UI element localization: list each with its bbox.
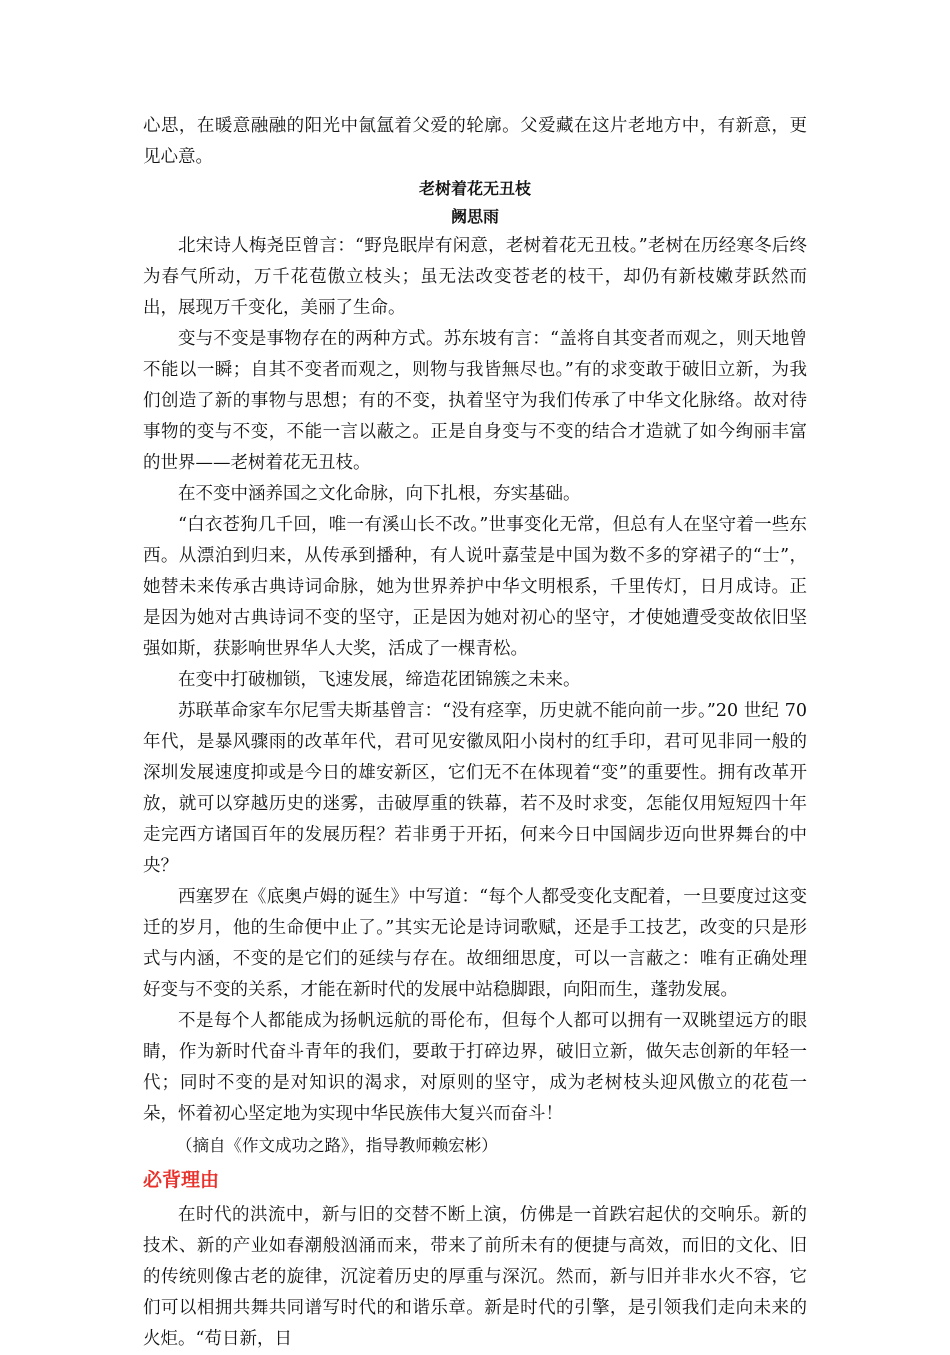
section-heading: 必背理由 [143, 1169, 220, 1191]
essay-paragraph-2: 变与不变是事物存在的两种方式。苏东坡有言：“盖将自其变者而观之，则天地曾不能以一瞬；自其不变者而观之，则物与我皆無尽也。”有的求变敢于破旧立新，为我们创造了新的事物与思想；有的不变，执着坚守为我们传承了中华文化脉络。故对待事物的变与不变，不能一言以蔽之。正是自身变与不变的结合才造就了如今绚丽丰富的世界——老树着花无丑枝。 [143, 329, 807, 473]
intro-tail-paragraph: 心思，在暖意融融的阳光中氤氲着父爱的轮廓。父爱藏在这片老地方中，有新意，更见心意。 [143, 116, 807, 167]
essay-source: （摘自《作文成功之路》，指导教师赖宏彬） [176, 1136, 498, 1155]
essay-paragraph-5: 在变中打破枷锁，飞速发展，缔造花团锦簇之未来。 [178, 670, 581, 690]
essay-paragraph-4: “白衣苍狗几千回，唯一有溪山长不改。”世事变化无常，但总有人在坚守着一些东西。从漂泊到归来，从传承到播种，有人说叶嘉莹是中国为数不多的穿裙子的“士”，她替未来传承古典诗词命脉，她为世界养护中华文明根系，千里传灯，日月成诗。正是因为她对古典诗词不变的坚守，正是因为她对初心的坚守，才使她遭受变故依旧坚强如斯，获影响世界华人大奖，活成了一棵青松。 [143, 515, 807, 659]
essay-paragraph-3: 在不变中涵养国之文化命脉，向下扎根，夯实基础。 [178, 484, 581, 504]
essay-paragraph-7: 西塞罗在《底奥卢姆的诞生》中写道：“每个人都受变化支配着，一旦要度过这变迁的岁月，他的生命便中止了。”其实无论是诗词歌赋，还是手工技艺，改变的只是形式与内涵，不变的是它们的延续与存在。故细细思度，可以一言蔽之：唯有正确处理好变与不变的关系，才能在新时代的发展中站稳脚跟，向阳而生，蓬勃发展。 [143, 887, 807, 1000]
essay-title: 老树着花无丑枝 [418, 179, 531, 198]
essay-paragraph-1: 北宋诗人梅尧臣曾言：“野凫眠岸有闲意，老树着花无丑枝。”老树在历经寒冬后终为春气所动，万千花苞傲立枝头；虽无法改变苍老的枝干，却仍有新枝嫩芽跃然而出，展现万千变化，美丽了生命。 [143, 236, 807, 318]
essay-paragraph-6: 苏联革命家车尔尼雪夫斯基曾言：“没有痉挛，历史就不能向前一步。”20 世纪 70 年代，是暴风骤雨的改革年代，君可见安徽凤阳小岗村的红手印，君可见非同一般的深圳发展速度抑或是今日的雄安新区，它们无不在体现着“变”的重要性。拥有改革开放，就可以穿越历史的迷雾，击破厚重的铁幕，若不及时求变，怎能仅用短短四十年走完西方诸国百年的发展历程？若非勇于开拓，何来今日中国阔步迈向世界舞台的中央？ [143, 701, 807, 876]
essay-author: 阙思雨 [450, 207, 499, 226]
document-page [143, 111, 807, 1355]
section-paragraph: 在时代的洪流中，新与旧的交替不断上演，仿佛是一首跌宕起伏的交响乐。新的技术、新的产业如春潮般汹涌而来，带来了前所未有的便捷与高效，而旧的文化、旧的传统则像古老的旋律，沉淀着历史的厚重与深沉。然而，新与旧并非水火不容，它们可以相拥共舞共同谱写时代的和谐乐章。新是时代的引擎，是引领我们走向未来的火炬。“苟日新，日 [143, 1205, 807, 1349]
essay-paragraph-8: 不是每个人都能成为扬帆远航的哥伦布，但每个人都可以拥有一双眺望远方的眼睛，作为新时代奋斗青年的我们，要敢于打碎边界，破旧立新，做矢志创新的年轻一代；同时不变的是对知识的渴求，对原则的坚守，成为老树枝头迎风傲立的花苞一朵，怀着初心坚定地为实现中华民族伟大复兴而奋斗！ [143, 1011, 807, 1124]
